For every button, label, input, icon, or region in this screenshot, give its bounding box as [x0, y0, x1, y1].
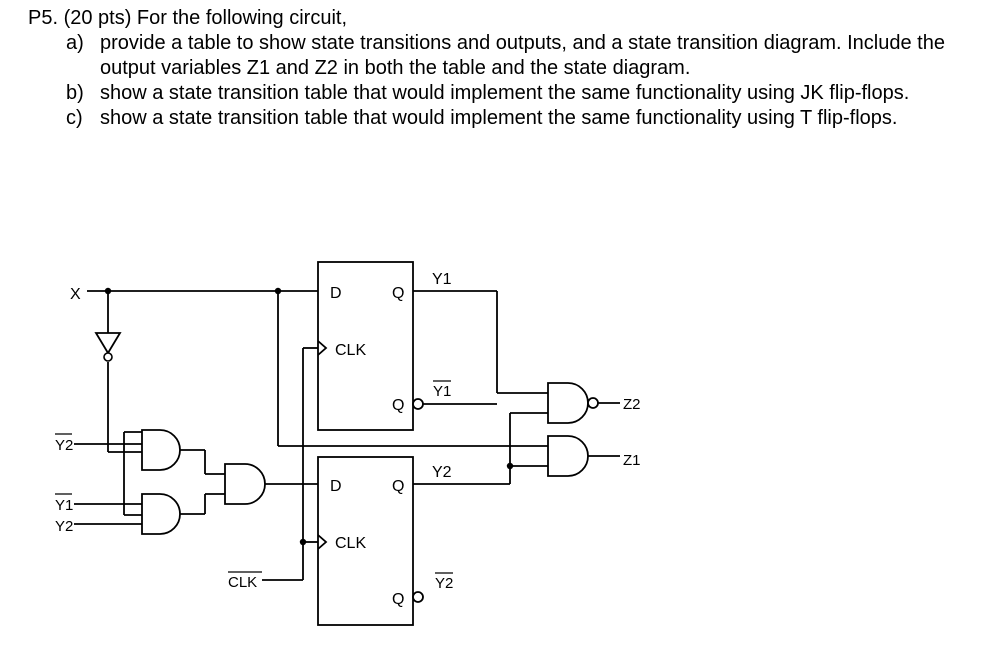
output-z2-label: Z2 [623, 396, 641, 413]
ff-top-q-label: Q [392, 285, 405, 302]
and-gate-z1 [548, 436, 588, 476]
junction-dot [507, 463, 513, 469]
part-letter: b) [66, 82, 84, 104]
nand-bubble [588, 398, 598, 408]
junction-dot [105, 288, 111, 294]
ff-bottom-qbar-label: Q [392, 591, 405, 608]
signal-y1bar-label: Y1 [433, 383, 452, 400]
ff-bottom-d-label: D [330, 478, 342, 495]
part-text: provide a table to show state transitions and outputs, and a state transition diagram. Include the output variables Z1 and Z2 in both the table and the state diagram. [100, 32, 945, 79]
clock-triangle-bottom [318, 535, 326, 549]
signal-y1-label: Y1 [432, 271, 452, 288]
signal-y2-label: Y2 [432, 464, 452, 481]
and-gate-upper [142, 430, 180, 470]
input-y2bar-label: Y2 [55, 437, 74, 454]
input-clk-label: CLK [228, 574, 258, 591]
part-text: show a state transition table that would implement the same functionality using T flip-flops. [100, 107, 898, 129]
x-input-wires [87, 291, 318, 452]
ff-top-d-label: D [330, 285, 342, 302]
input-y1bar-label: Y1 [55, 497, 74, 514]
and-gate-lower [142, 494, 180, 534]
ff-top-qbar-label: Q [392, 397, 405, 414]
nand-gate-z2 [548, 383, 588, 423]
qbar-bubble-top [413, 399, 423, 409]
input-y2-label: Y2 [55, 518, 74, 535]
ff-bottom-clk-label: CLK [335, 535, 367, 552]
input-x-label: X [70, 286, 81, 303]
qbar-bubble-bottom [413, 592, 423, 602]
clock-wires [262, 348, 318, 580]
ff-bottom-q-label: Q [392, 478, 405, 495]
part-text: show a state transition table that would implement the same functionality using JK flip-flops. [100, 82, 910, 104]
buffer-bubble [104, 353, 112, 361]
problem-header: P5. (20 pts) For the following circuit, [28, 7, 348, 29]
part-letter: a) [66, 32, 84, 54]
output-z1-label: Z1 [623, 452, 641, 469]
buffer-triangle [96, 333, 120, 353]
and-gate-wires [180, 450, 225, 514]
ff-top-clk-label: CLK [335, 342, 367, 359]
and-gate-middle [225, 464, 265, 504]
signal-y2bar-label: Y2 [435, 575, 454, 592]
junction-dot [300, 539, 306, 545]
part-letter: c) [66, 107, 83, 129]
clock-triangle-top [318, 341, 326, 355]
